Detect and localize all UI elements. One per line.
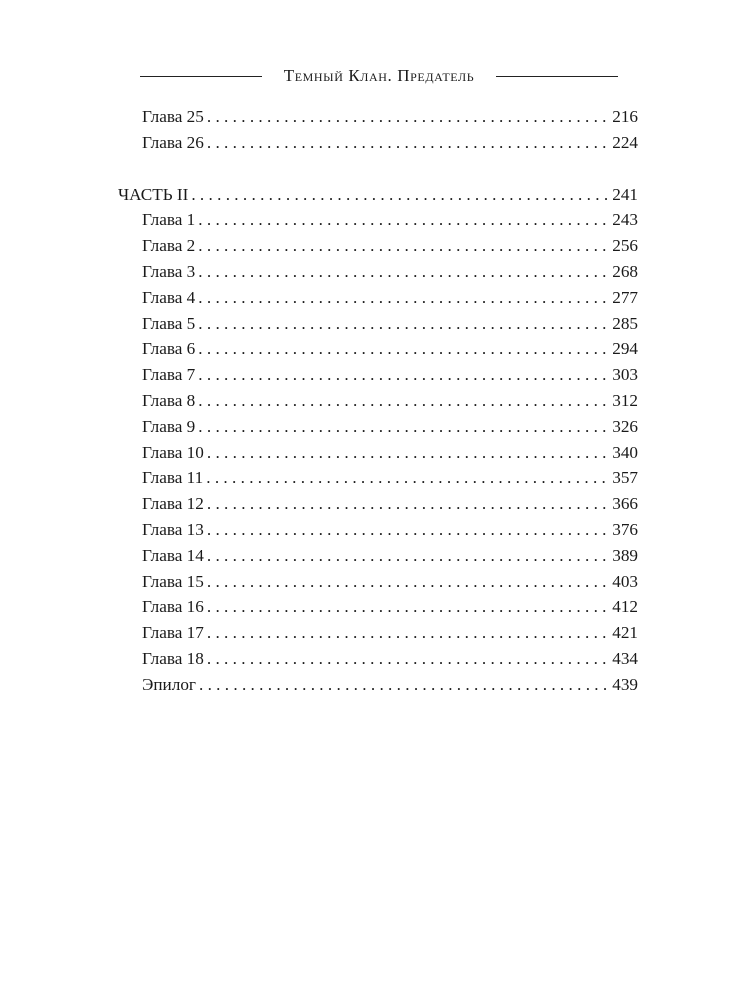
toc-entry-label: Глава 2 — [142, 236, 196, 256]
dot-leader — [199, 672, 609, 698]
toc-entry-page: 241 — [612, 184, 638, 204]
dot-leader — [198, 336, 609, 362]
toc-entry-part-2[interactable] — [118, 182, 638, 208]
toc-entry-page: 412 — [612, 597, 638, 617]
toc-entry-page: 389 — [612, 545, 638, 565]
toc-entry[interactable] — [118, 233, 638, 259]
toc-entry-label: Глава 13 — [142, 519, 204, 539]
dot-leader — [198, 259, 609, 285]
toc-entry[interactable] — [118, 362, 638, 388]
dot-leader — [207, 130, 609, 156]
dot-leader — [198, 388, 609, 414]
toc-entry-label: Глава 25 — [142, 107, 204, 126]
dot-leader — [198, 414, 609, 440]
toc-entry-label: Глава 9 — [142, 416, 196, 436]
toc-entry[interactable] — [118, 388, 638, 414]
toc-entry-label: Глава 16 — [142, 597, 204, 617]
dot-leader — [207, 543, 609, 569]
toc-entry[interactable] — [118, 646, 638, 672]
toc-entry-label: Глава 18 — [142, 648, 204, 668]
toc-entry[interactable] — [118, 259, 638, 285]
toc-entry[interactable] — [118, 414, 638, 440]
dot-leader — [207, 491, 609, 517]
toc-entry-page: 376 — [612, 519, 638, 539]
toc-entry[interactable] — [118, 130, 638, 156]
toc-entry-label: Глава 8 — [142, 390, 196, 410]
toc-entry-label: Глава 17 — [142, 623, 204, 643]
toc-entry-label: Глава 26 — [142, 132, 204, 152]
toc-entry[interactable] — [118, 104, 638, 130]
dot-leader — [198, 233, 609, 259]
dot-leader — [198, 311, 609, 337]
toc-entry-label: Глава 15 — [142, 571, 204, 591]
toc-entry-page: 403 — [612, 571, 638, 591]
running-header — [140, 62, 618, 90]
toc-entry-label: Глава 10 — [142, 442, 204, 462]
toc-entry-page: 439 — [612, 674, 638, 694]
toc-entry-page: 312 — [612, 390, 638, 410]
toc-entry-label: Глава 14 — [142, 545, 204, 565]
dot-leader — [206, 465, 609, 491]
table-of-contents — [118, 104, 638, 698]
toc-entry[interactable] — [118, 440, 638, 466]
toc-entry[interactable] — [118, 594, 638, 620]
toc-entry-page: 340 — [612, 442, 638, 462]
dot-leader — [207, 440, 609, 466]
toc-entry-page: 243 — [612, 210, 638, 230]
toc-entry-page: 256 — [612, 236, 638, 256]
toc-entry-label: Глава 5 — [142, 313, 196, 333]
dot-leader — [191, 182, 609, 208]
toc-entry[interactable] — [118, 620, 638, 646]
toc-entry[interactable] — [118, 491, 638, 517]
dot-leader — [207, 594, 609, 620]
toc-entry-page: 285 — [612, 313, 638, 333]
dot-leader — [207, 517, 609, 543]
toc-entry-page: 303 — [612, 365, 638, 385]
toc-entry[interactable] — [118, 465, 638, 491]
toc-entry[interactable] — [118, 311, 638, 337]
toc-entry-page: 326 — [612, 416, 638, 436]
toc-entry-label: Глава 7 — [142, 365, 196, 385]
toc-entry[interactable] — [118, 543, 638, 569]
running-title: Темный Клан. Предатель — [283, 66, 475, 85]
dot-leader — [198, 207, 609, 233]
dot-leader — [198, 362, 609, 388]
toc-entry-page: 294 — [612, 339, 638, 359]
toc-entry-label: ЧАСТЬ II — [118, 184, 189, 204]
toc-entry-page: 366 — [612, 494, 638, 514]
header-rule-right — [496, 76, 618, 77]
dot-leader — [198, 285, 609, 311]
header-rule-left — [140, 76, 262, 77]
dot-leader — [207, 569, 609, 595]
toc-entry-page: 216 — [612, 107, 638, 126]
dot-leader — [207, 104, 609, 130]
dot-leader — [207, 646, 609, 672]
toc-entry-page: 434 — [612, 648, 638, 668]
toc-entry-label: Эпилог — [142, 674, 196, 694]
toc-entry-page: 421 — [612, 623, 638, 643]
part2-chapter-list — [118, 207, 638, 697]
toc-entry-label: Глава 12 — [142, 494, 204, 514]
toc-entry-page: 357 — [612, 468, 638, 488]
toc-entry[interactable] — [118, 336, 638, 362]
toc-entry[interactable] — [118, 569, 638, 595]
toc-entry-label: Глава 3 — [142, 261, 196, 281]
part1-chapter-list — [118, 104, 638, 156]
toc-entry-label: Глава 1 — [142, 210, 196, 230]
toc-entry[interactable] — [118, 672, 638, 698]
toc-entry-label: Глава 11 — [142, 468, 204, 488]
dot-leader — [207, 620, 609, 646]
toc-entry-page: 277 — [612, 287, 638, 307]
toc-entry[interactable] — [118, 207, 638, 233]
toc-entry-label: Глава 4 — [142, 287, 196, 307]
toc-entry-page: 224 — [612, 132, 638, 152]
toc-entry-page: 268 — [612, 261, 638, 281]
toc-entry[interactable] — [118, 517, 638, 543]
toc-entry-label: Глава 6 — [142, 339, 196, 359]
toc-entry[interactable] — [118, 285, 638, 311]
